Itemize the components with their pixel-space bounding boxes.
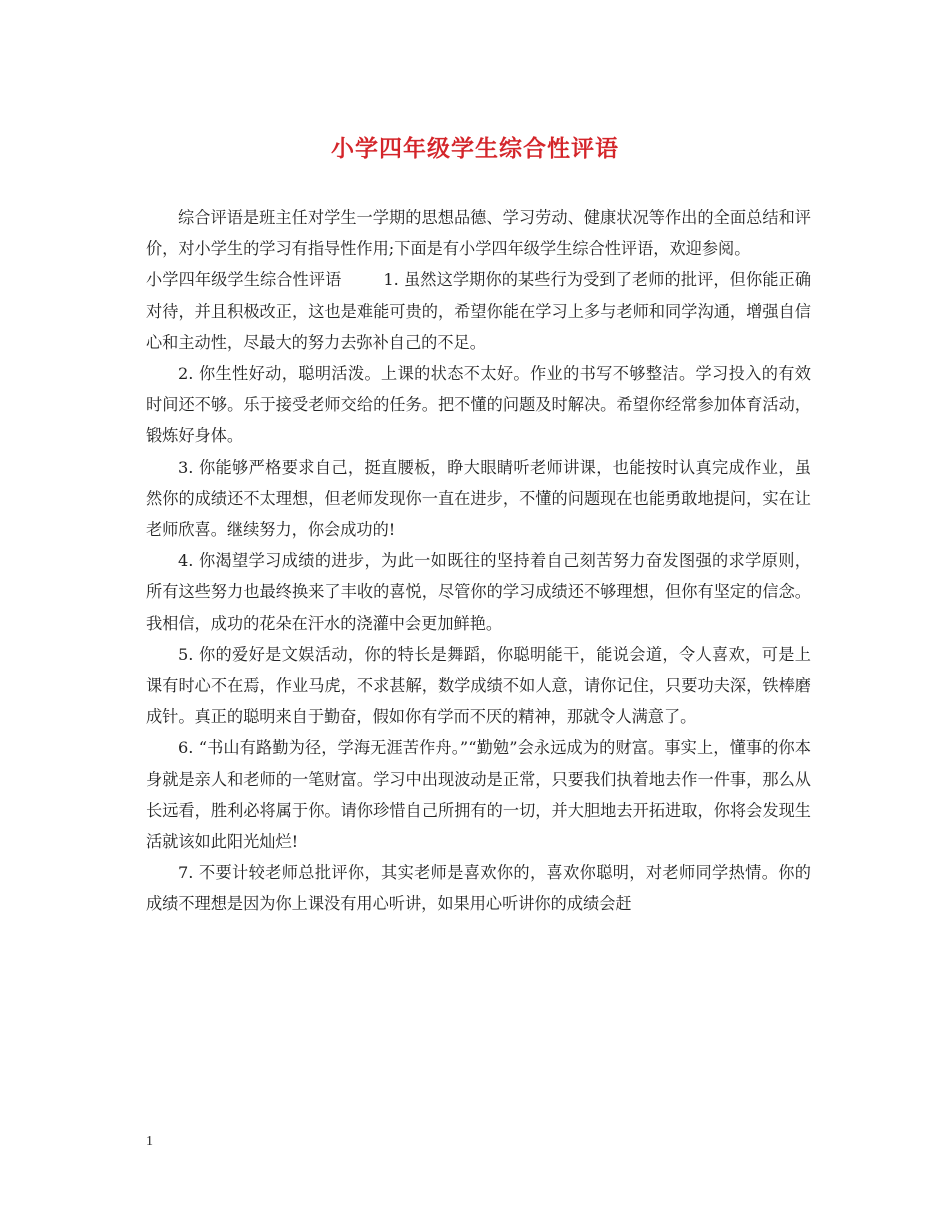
comment-paragraph-6: 6. “书山有路勤为径，学海无涯苦作舟。”“勤勉”会永远成为的财富。事实上，懂事的你本身就是亲人和老师的一笔财富。学习中出现波动是正常，只要我们执着地去作一件事，那么从长远看，胜利必将属于你。请你珍惜自己所拥有的一切，并大胆地去开拓进取，你将会发现生活就该如此阳光灿烂!	[146, 738, 811, 852]
comment-paragraph-2: 2. 你生性好动，聪明活泼。上课的状态不太好。作业的书写不够整洁。学习投入的有效时间还不够。乐于接受老师交给的任务。把不懂的问题及时解决。希望你经常参加体育活动，锻炼好身体。	[146, 364, 811, 446]
comment-paragraph-3: 3. 你能够严格要求自己，挺直腰板，睁大眼睛听老师讲课，也能按时认真完成作业，虽然你的成绩还不太理想，但老师发现你一直在进步，不懂的问题现在也能勇敢地提问，实在让老师欣喜。继续努力，你会成功的!	[146, 457, 811, 540]
comment-paragraph-4: 4. 你渴望学习成绩的进步，为此一如既往的坚持着自己刻苦努力奋发图强的求学原则，所有这些努力也最终换来了丰收的喜悦，尽管你的学习成绩还不够理想，但你有坚定的信念。我相信，成功的花朵在汗水的浇灌中会更加鲜艳。	[146, 551, 811, 633]
page-number: 1	[146, 1134, 153, 1149]
comment-paragraph-7: 7. 不要计较老师总批评你，其实老师是喜欢你的，喜欢你聪明，对老师同学热情。你的成绩不理想是因为你上课没有用心听讲，如果用心听讲你的成绩会赶	[146, 863, 811, 914]
intro-paragraph: 综合评语是班主任对学生一学期的思想品德、学习劳动、健康状况等作出的全面总结和评价，对小学生的学习有指导性作用;下面是有小学四年级学生综合性评语，欢迎参阅。	[146, 208, 811, 259]
comment-paragraph-5: 5. 你的爱好是文娱活动，你的特长是舞蹈，你聪明能干，能说会道，令人喜欢，可是上课有时心不在焉，作业马虎，不求甚解，数学成绩不如人意，请你记住，只要功夫深，铁棒磨成针。真正的聪明来自于勤奋，假如你有学而不厌的精神，那就令人满意了。	[146, 644, 811, 727]
document-body	[146, 202, 811, 920]
comment-paragraph-1	[146, 264, 811, 358]
section-heading: 小学四年级学生综合性评语	[146, 270, 342, 290]
comment-text-1: 1. 虽然这学期你的某些行为受到了老师的批评，但你能正确对待，并且积极改正，这也是难能可贵的，希望你能在学习上多与老师和同学沟通，增强自信心和主动性，尽最大的努力去弥补自己的不足。	[146, 270, 812, 352]
document-title: 小学四年级学生综合性评语	[331, 136, 619, 162]
